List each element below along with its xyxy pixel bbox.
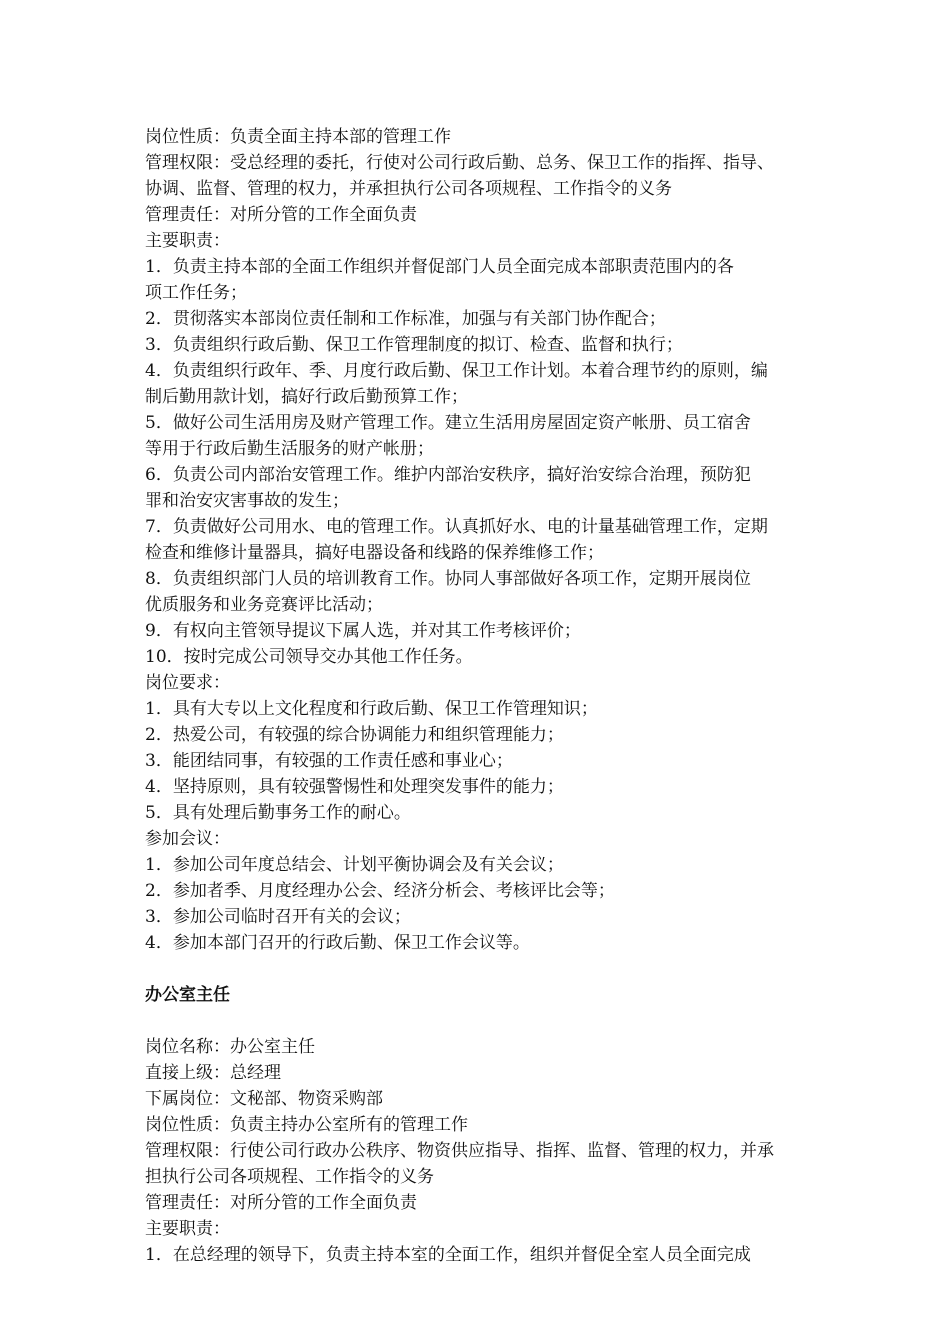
section-heading-office-director: 办公室主任	[145, 985, 230, 1005]
text-line: 优质服务和业务竞赛评比活动；	[145, 595, 383, 615]
text-line: 1．在总经理的领导下，负责主持本室的全面工作，组织并督促全室人员全面完成	[145, 1245, 751, 1265]
text-line: 5．具有处理后勤事务工作的耐心。	[145, 803, 411, 823]
text-line: 岗位性质：负责主持办公室所有的管理工作	[145, 1115, 468, 1135]
text-line: 5．做好公司生活用房及财产管理工作。建立生活用房屋固定资产帐册、员工宿舍	[145, 413, 751, 433]
text-line: 1．参加公司年度总结会、计划平衡协调会及有关会议；	[145, 855, 564, 875]
text-line: 管理权限：行使公司行政办公秩序、物资供应指导、指挥、监督、管理的权力，并承	[145, 1141, 774, 1161]
text-line: 岗位名称：办公室主任	[145, 1037, 315, 1057]
text-line: 3．负责组织行政后勤、保卫工作管理制度的拟订、检查、监督和执行；	[145, 335, 683, 355]
document-body	[145, 124, 810, 1268]
text-line: 等用于行政后勤生活服务的财产帐册；	[145, 439, 434, 459]
text-line: 主要职责：	[145, 231, 230, 251]
text-line: 项工作任务；	[145, 283, 247, 303]
text-line: 主要职责：	[145, 1219, 230, 1239]
text-line: 2．热爱公司，有较强的综合协调能力和组织管理能力；	[145, 725, 564, 745]
text-line: 直接上级：总经理	[145, 1063, 281, 1083]
section-admin-logistics-manager	[145, 124, 810, 956]
text-line: 管理责任：对所分管的工作全面负责	[145, 1193, 417, 1213]
text-line: 制后勤用款计划，搞好行政后勤预算工作；	[145, 387, 468, 407]
text-line: 9．有权向主管领导提议下属人选，并对其工作考核评价；	[145, 621, 581, 641]
section-office-director	[145, 1034, 810, 1268]
text-line: 管理责任：对所分管的工作全面负责	[145, 205, 417, 225]
text-line: 3．参加公司临时召开有关的会议；	[145, 907, 411, 927]
text-line: 6．负责公司内部治安管理工作。维护内部治安秩序，搞好治安综合治理，预防犯	[145, 465, 751, 485]
text-line: 罪和治安灾害事故的发生；	[145, 491, 349, 511]
text-line: 8．负责组织部门人员的培训教育工作。协同人事部做好各项工作，定期开展岗位	[145, 569, 751, 589]
text-line: 2．贯彻落实本部岗位责任制和工作标准，加强与有关部门协作配合；	[145, 309, 666, 329]
text-line: 协调、监督、管理的权力，并承担执行公司各项规程、工作指令的义务	[145, 179, 672, 199]
text-line: 3．能团结同事，有较强的工作责任感和事业心；	[145, 751, 513, 771]
text-line: 检查和维修计量器具，搞好电器设备和线路的保养维修工作；	[145, 543, 604, 563]
text-line: 参加会议：	[145, 829, 230, 849]
text-line: 1．负责主持本部的全面工作组织并督促部门人员全面完成本部职责范围内的各	[145, 257, 734, 277]
text-line: 担执行公司各项规程、工作指令的义务	[145, 1167, 434, 1187]
text-line: 下属岗位：文秘部、物资采购部	[145, 1089, 383, 1109]
text-line: 7．负责做好公司用水、电的管理工作。认真抓好水、电的计量基础管理工作，定期	[145, 517, 768, 537]
text-line: 岗位要求：	[145, 673, 230, 693]
text-line: 4．参加本部门召开的行政后勤、保卫工作会议等。	[145, 933, 530, 953]
text-line: 4．负责组织行政年、季、月度行政后勤、保卫工作计划。本着合理节约的原则，编	[145, 361, 768, 381]
text-line: 2．参加者季、月度经理办公会、经济分析会、考核评比会等；	[145, 881, 615, 901]
text-line: 管理权限：受总经理的委托，行使对公司行政后勤、总务、保卫工作的指挥、指导、	[145, 153, 774, 173]
text-line: 1．具有大专以上文化程度和行政后勤、保卫工作管理知识；	[145, 699, 598, 719]
text-line: 10．按时完成公司领导交办其他工作任务。	[145, 647, 473, 667]
text-line: 4．坚持原则，具有较强警惕性和处理突发事件的能力；	[145, 777, 564, 797]
text-line: 岗位性质：负责全面主持本部的管理工作	[145, 127, 451, 147]
